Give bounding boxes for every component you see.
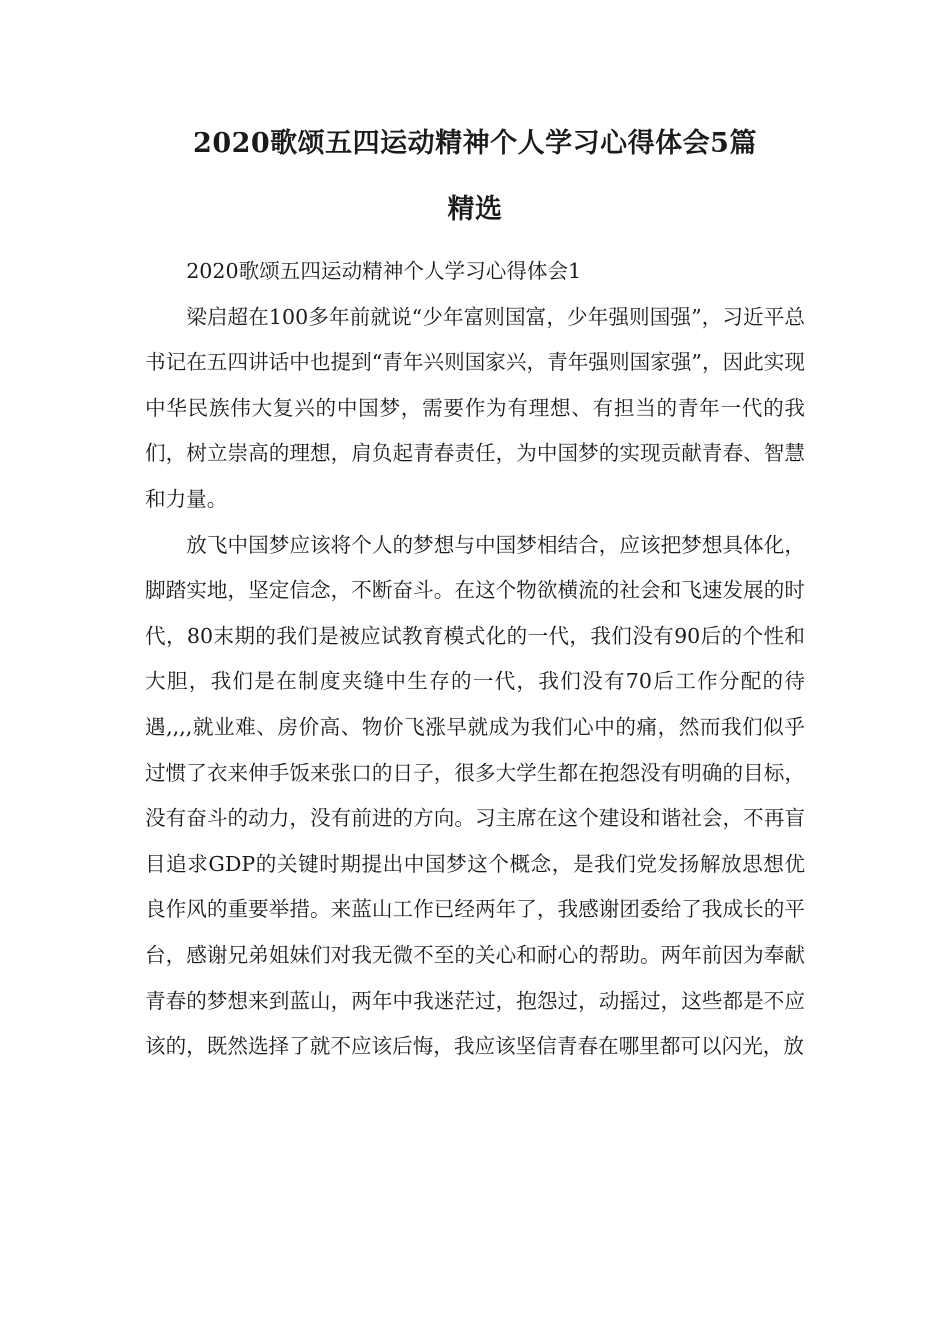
paragraph: 梁启超在100多年前就说“少年富则国富，少年强则国强”，习近平总书记在五四讲话中也提到“青年兴则国家兴，青年强则国家强”，因此实现中华民族伟大复兴的中国梦，需要作为有理想、有担当的青年一代的我们，树立崇高的理想，肩负起青春责任，为中国梦的实现贡献青春、智慧和力量。 (145, 304, 805, 511)
document-title-line-1: 2020歌颂五四运动精神个人学习心得体会5篇 (193, 128, 757, 159)
paragraph: 放飞中国梦应该将个人的梦想与中国梦相结合，应该把梦想具体化，脚踏实地，坚定信念，不断奋斗。在这个物欲横流的社会和飞速发展的时代，80末期的我们是被应试教育模式化的一代，我们没有90后的个性和大胆，我们是在制度夹缝中生存的一代，我们没有70后工作分配的待遇,,,,就业难、房价高、物价飞涨早就成为我们心中的痛，然而我们似乎过惯了衣来伸手饭来张口的日子，很多大学生都在抱怨没有明确的目标，没有奋斗的动力，没有前进的方向。习主席在这个建设和谐社会，不再盲目追求GDP的关键时期提出中国梦这个概念，是我们党发扬解放思想优良作风的重要举措。来蓝山工作已经两年了，我感谢团委给了我成长的平台，感谢兄弟姐妹们对我无微不至的关心和耐心的帮助。两年前因为奉献青春的梦想来到蓝山，两年中我迷茫过，抱怨过，动摇过，这些都是不应该的，既然选择了就不应该后悔，我应该坚信青春在哪里都可以闪光，放 (145, 532, 805, 1059)
section-heading: 2020歌颂五四运动精神个人学习心得体会1 (186, 259, 582, 283)
document-title-line-2: 精选 (447, 194, 503, 225)
document-body (145, 249, 805, 1070)
